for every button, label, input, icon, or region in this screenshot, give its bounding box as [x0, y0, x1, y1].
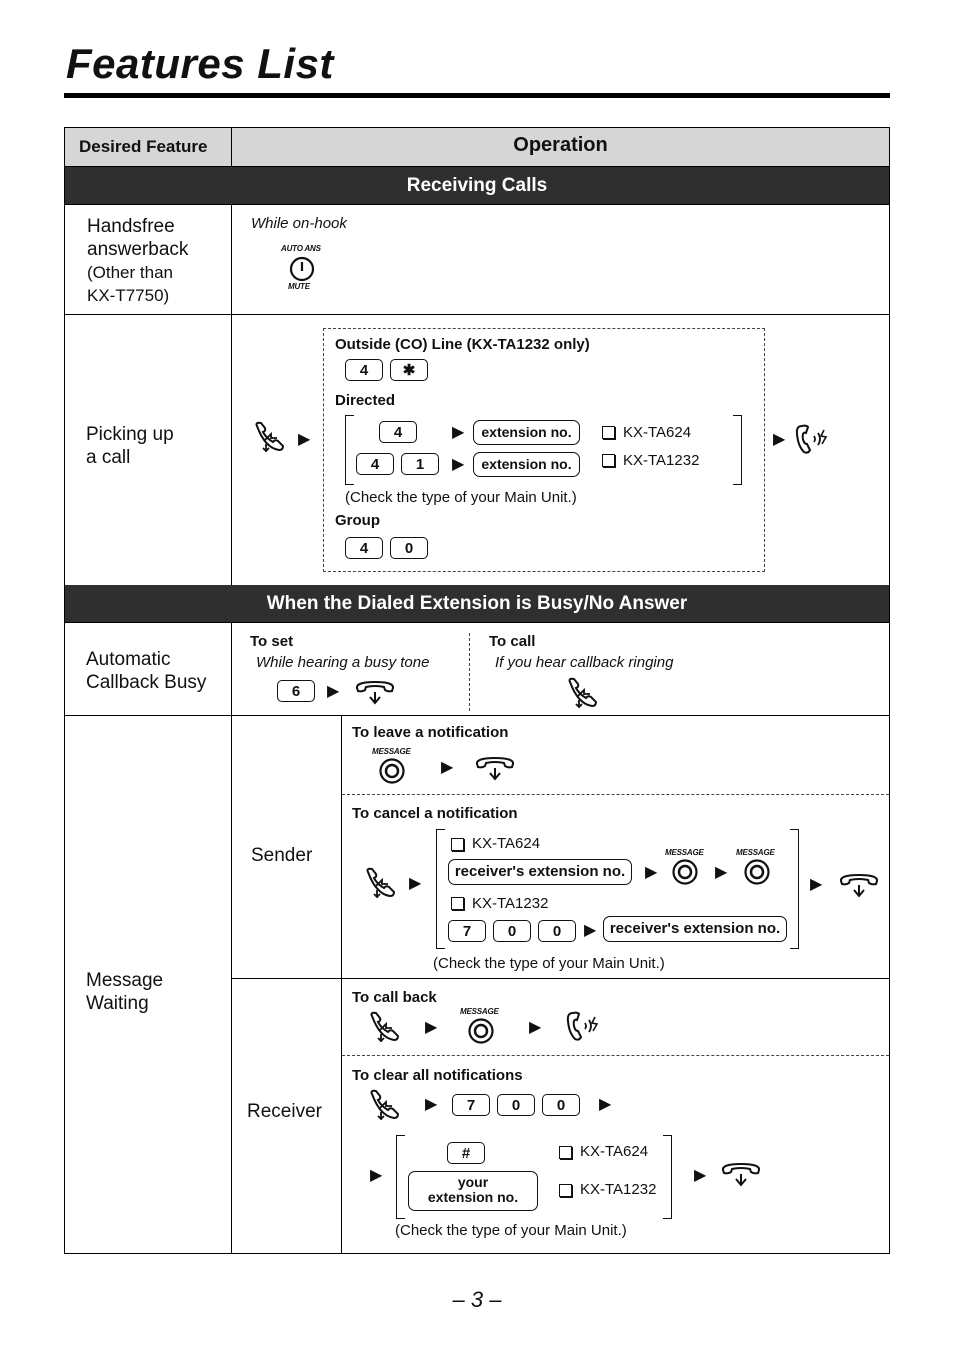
row-line: [232, 978, 889, 979]
key-0: 0: [390, 537, 428, 559]
message-label: MESSAGE: [665, 848, 704, 857]
to-set-label: To set: [250, 633, 294, 650]
cancel-note: (Check the type of your Main Unit.): [433, 955, 665, 972]
page-title: Features List: [66, 40, 334, 87]
page-number: – 3 –: [452, 1287, 502, 1312]
key-6: 6: [277, 680, 315, 702]
key-0: 0: [538, 920, 576, 942]
auto-ans-button-icon: [288, 255, 316, 283]
checkbox-icon: [559, 1184, 572, 1197]
checkbox-icon: [451, 838, 464, 851]
cancel-model-a: KX-TA624: [472, 835, 541, 852]
model-a-label: KX-TA624: [623, 424, 692, 441]
directed-label: Directed: [335, 392, 396, 409]
message-label: MESSAGE: [460, 1007, 499, 1016]
arrow-icon: ▶: [584, 922, 597, 939]
arrow-icon: ▶: [327, 683, 340, 700]
key-4: 4: [345, 537, 383, 559]
on-hook-icon: [474, 754, 516, 782]
message-label: MESSAGE: [736, 848, 775, 857]
talk-icon: [794, 422, 832, 456]
key-0: 0: [542, 1094, 580, 1116]
on-hook-icon: [720, 1160, 762, 1188]
key-7: 7: [452, 1094, 490, 1116]
on-hook-icon: [354, 678, 396, 706]
mute-label: MUTE: [288, 282, 310, 291]
right-bracket: [790, 829, 799, 949]
key-1: 1: [401, 453, 439, 475]
row-line: [65, 314, 889, 315]
arrow-icon: ▶: [599, 1096, 612, 1113]
checkbox-icon: [451, 897, 464, 910]
checkbox-icon: [559, 1146, 572, 1159]
talk-icon: [565, 1009, 603, 1043]
arrow-icon: ▶: [409, 875, 422, 892]
arrow-icon: ▶: [529, 1019, 542, 1036]
arrow-icon: ▶: [645, 864, 658, 881]
extension-no-key: extension no.: [473, 452, 580, 477]
your-extension-key: your extension no.: [408, 1171, 538, 1211]
receiver-label: Receiver: [247, 1101, 322, 1122]
message-button-icon: [378, 757, 406, 785]
section-busy-no-answer: When the Dialed Extension is Busy/No Answer: [65, 585, 889, 622]
outside-line-label: Outside (CO) Line (KX-TA1232 only): [335, 336, 590, 353]
row-line: [65, 622, 889, 623]
message-button-icon: [467, 1017, 495, 1045]
row-line: [65, 715, 889, 716]
leave-notification-label: To leave a notification: [352, 724, 509, 741]
off-hook-icon: [366, 1010, 406, 1042]
arrow-icon: ▶: [441, 759, 454, 776]
header-desired-feature: Desired Feature: [79, 137, 208, 156]
handsfree-condition: While on-hook: [251, 215, 347, 232]
title-rule: [64, 93, 890, 98]
message-button-icon: [743, 858, 771, 886]
extension-no-key: extension no.: [473, 420, 580, 445]
off-hook-icon: [366, 1088, 406, 1120]
key-7: 7: [448, 920, 486, 942]
to-call-label: To call: [489, 633, 536, 650]
model-b-label: KX-TA1232: [623, 452, 700, 469]
cancel-model-b: KX-TA1232: [472, 895, 549, 912]
off-hook-icon: [251, 420, 291, 452]
arrow-icon: ▶: [425, 1019, 438, 1036]
arrow-icon: ▶: [452, 456, 465, 473]
sender-label: Sender: [251, 845, 313, 866]
checkbox-icon: [602, 426, 615, 439]
on-hook-icon: [838, 871, 880, 899]
call-back-label: To call back: [352, 989, 437, 1006]
dashed-divider: [342, 1055, 889, 1056]
dashed-divider: [342, 794, 889, 795]
group-label: Group: [335, 512, 380, 529]
feature-auto-callback: Automatic Callback Busy: [86, 649, 207, 693]
auto-ans-label: AUTO ANS: [281, 244, 321, 253]
key-hash: #: [447, 1142, 485, 1164]
message-button-icon: [671, 858, 699, 886]
arrow-icon: ▶: [425, 1096, 438, 1113]
checkbox-icon: [602, 454, 615, 467]
arrow-icon: ▶: [810, 876, 823, 893]
feature-handsfree: Handsfree answerback (Other than KX-T7750): [87, 216, 189, 305]
key-0: 0: [497, 1094, 535, 1116]
right-bracket: [733, 415, 742, 485]
key-4: 4: [379, 421, 417, 443]
dashed-divider: [469, 633, 470, 711]
clear-model-a: KX-TA624: [580, 1143, 649, 1160]
row-line: [65, 204, 889, 205]
off-hook-icon: [564, 676, 604, 708]
receivers-extension-key: receiver's extension no.: [603, 916, 787, 942]
col-divider: [231, 128, 232, 167]
key-4: 4: [356, 453, 394, 475]
to-set-condition: While hearing a busy tone: [256, 654, 430, 671]
col-divider: [231, 204, 232, 585]
section-receiving-calls: Receiving Calls: [65, 167, 889, 204]
left-bracket: [345, 415, 354, 485]
arrow-icon: ▶: [694, 1167, 707, 1184]
clear-note: (Check the type of your Main Unit.): [395, 1222, 627, 1239]
left-bracket: [436, 829, 445, 949]
arrow-icon: ▶: [773, 431, 786, 448]
left-bracket: [396, 1135, 405, 1219]
col-divider: [231, 622, 232, 1253]
sub-col-divider: [341, 716, 342, 1253]
clear-model-b: KX-TA1232: [580, 1181, 657, 1198]
cancel-notification-label: To cancel a notification: [352, 805, 518, 822]
header-operation: Operation: [513, 134, 608, 156]
clear-notifications-label: To clear all notifications: [352, 1067, 523, 1084]
check-note: (Check the type of your Main Unit.): [345, 489, 577, 506]
to-call-condition: If you hear callback ringing: [495, 654, 674, 671]
arrow-icon: ▶: [715, 864, 728, 881]
right-bracket: [663, 1135, 672, 1219]
arrow-icon: ▶: [452, 424, 465, 441]
key-star: ✱: [390, 359, 428, 381]
feature-message-waiting: Message Waiting: [86, 970, 164, 1014]
arrow-icon: ▶: [298, 431, 311, 448]
receivers-extension-key: receiver's extension no.: [448, 859, 632, 885]
feature-picking-up: Picking up a call: [86, 424, 174, 468]
message-label: MESSAGE: [372, 747, 411, 756]
key-0: 0: [493, 920, 531, 942]
off-hook-icon: [362, 866, 402, 898]
key-4: 4: [345, 359, 383, 381]
arrow-icon: ▶: [370, 1167, 383, 1184]
